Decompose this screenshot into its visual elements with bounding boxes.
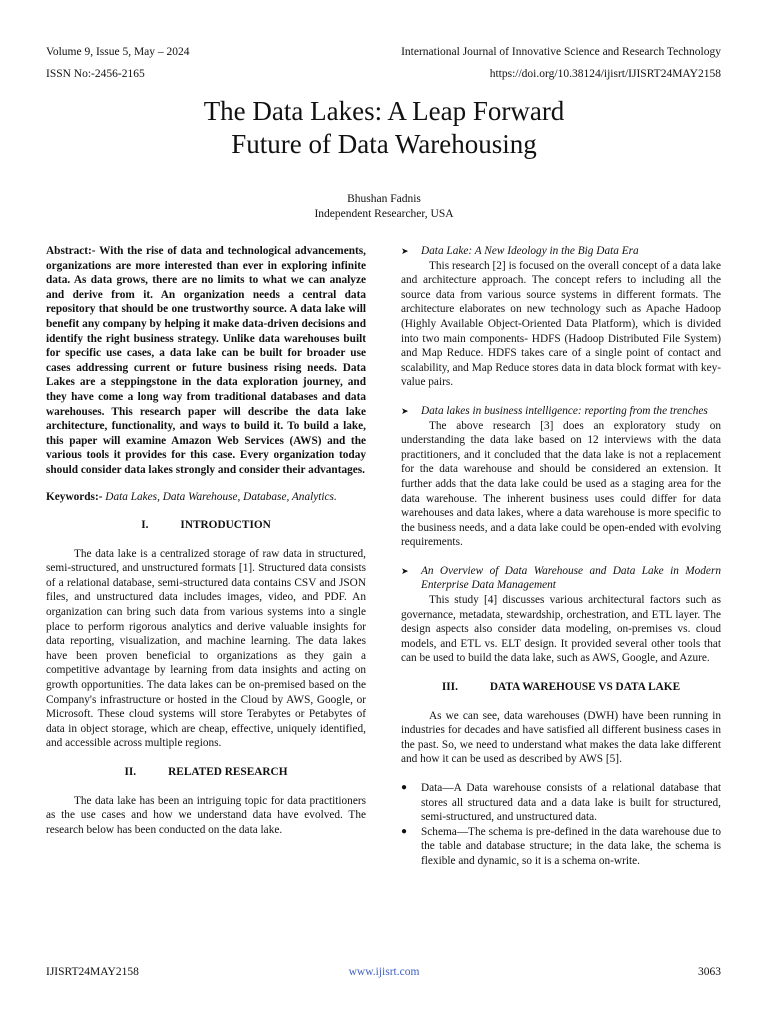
arrow-bullet-icon: ➤ [401,565,409,576]
section-heading-introduction [46,518,366,533]
subsection-paragraph-2: The above research [3] does an exploratory study on understanding the data lake based on 12 interviews with the data practitioners, and it concluded that the data lake is not a replacement for the data warehouse and should be considered an extension. It further adds that the data lake could be used as a staging area for the data warehouse. The inherent business uses could differ for data warehouses and data lakes, where a data warehouse is more specific to the business needs, and a data lake could be open-ended with evolving requirements. [401,419,721,549]
arrow-bullet-icon: ➤ [401,405,409,416]
related-research-paragraph: The data lake has been an intriguing topic for data practitioners as the use cases and how we understand data have evolved. The research below has been conducted on the data lake. [46,794,366,836]
subsection-heading-2 [401,404,721,419]
subsection-paragraph-1: This research [2] is focused on the overall concept of a data lake and architecture approach. The concept refers to including all the source data from various source systems in different formats. The architecture elaborates on new technology such as Apache Hadoop (Highly Available Object-Oriented Data Platform), which is divided into two main components- HDFS (Hadoop Distributed File System) and Map Reduce. HDFS takes care of a single point of contact and scalability, and Map Reduce stores data in data block format with key-value pairs. [401,259,721,389]
author-block [0,192,768,221]
journal-name: International Journal of Innovative Science and Research Technology [401,46,721,58]
subsection-paragraph-3: This study [4] discusses various architectural factors such as governance, metadata, stewardship, orchestration, and ETL layer. The design aspects also consider data modeling, on-premises vs. cloud models, and ETL vs. ELT design. It provided several other tools that can be used to build the data lake, such as AWS, Google, and Azure. [401,594,721,665]
section-title: RELATED RESEARCH [168,766,288,778]
page-number: 3063 [698,966,721,978]
bullet-icon: ● [401,825,408,837]
section-number: I. [141,519,149,532]
doi-link[interactable]: https://doi.org/10.38124/ijisrt/IJISRT24MAY2158 [489,68,721,80]
author-affiliation: Independent Researcher, USA [314,207,454,220]
right-column [401,244,721,869]
footer-website-link[interactable]: www.ijisrt.com [348,966,420,978]
title-line-2: Future of Data Warehousing [231,129,537,159]
volume-info: Volume 9, Issue 5, May – 2024 [46,46,190,58]
footer-paper-id: IJISRT24MAY2158 [46,966,139,978]
subsection-heading-3 [401,564,721,593]
subsection-title: Data lakes in business intelligence: reporting from the trenches [421,404,708,417]
section-title: INTRODUCTION [180,519,271,532]
keywords [46,490,366,505]
paper-title [0,95,768,161]
keywords-text: Data Lakes, Data Warehouse, Database, Analytics. [102,490,337,503]
introduction-paragraph: The data lake is a centralized storage of raw data in structured, semi-structured, and unstructured formats [1]. Structured data consists of a relational database, semi-structured data contains CSV and JSON files, and unstructured data includes images, video, and PDF. An organization can bring such data from various systems into a single place to perform rigorous analytics and derive valuable insights for data reporting, visualization, and machine learning. The data lakes have been proven beneficial to organizations as they gain a competitive advantage by learning from data insights and acting on growth opportunities. The data lakes can be on-premised based on the Company's infrastructure or hosted in the Cloud by AWS, Google, or Microsoft. These cloud systems will store Terabytes or Petabytes of data in object storage, which are cheap, effective, uniquely identified, and accessible across multiple regions. [46,547,366,750]
section-number: III. [441,681,458,694]
bullet-text: Data—A Data warehouse consists of a relational database that stores all structured data and a data lake is built for structured, semi-structured, and unstructured data. [421,782,721,824]
bullet-text: Schema—The schema is pre-defined in the data warehouse due to the table and database structure; in the data lake, the schema is flexible and dynamic, so it is a schema on-write. [421,825,721,867]
section-title: DATA WAREHOUSE VS DATA LAKE [489,681,681,694]
list-item [401,781,721,825]
arrow-bullet-icon: ➤ [401,246,409,256]
section-heading-dw-vs-dl [401,680,721,695]
subsection-title: Data Lake: A New Ideology in the Big Data Era [421,245,639,257]
subsection-heading-1 [401,244,721,259]
abstract: Abstract:- With the rise of data and technological advancements, organizations are more interested than ever in exploring infinite data. As data grows, there are no limits to what we can analyze and derive from it. An organization needs a central data repository that should be one trustworthy source. A data lake will benefit any company by helping it make data-driven decisions and identify the right business strategy. Unlike data warehouses built for specific use cases, a data lake can be built for broader use cases addressing current or future business rising needs. Data Lakes are a steppingstone in the data exploration journey, and they have come a long way from traditional databases and data warehouses. This research paper will describe the data lake architecture, functionality, and ways to build it. To build a lake, this paper will examine Amazon Web Services (AWS) and the various tools it provides for this case. Every organization today should consider data lakes strongly and consider their advantages. [46,245,366,476]
title-line-1: The Data Lakes: A Leap Forward [203,96,565,126]
section-3-paragraph: As we can see, data warehouses (DWH) have been running in industries for decades and have satisfied all different business cases in the past. So, we need to understand what makes the data lake different and how it can be used as described by AWS [5]. [401,709,721,766]
section-heading-related-research [46,765,366,780]
keywords-label: Keywords:- [46,490,103,503]
left-column [46,244,366,837]
bullet-icon: ● [401,782,408,793]
subsection-title: An Overview of Data Warehouse and Data Lake in Modern Enterprise Data Management [421,564,721,592]
issn: ISSN No:-2456-2165 [46,68,145,80]
author-name: Bhushan Fadnis [347,193,421,205]
section-number: II. [124,766,137,778]
list-item [401,825,721,869]
